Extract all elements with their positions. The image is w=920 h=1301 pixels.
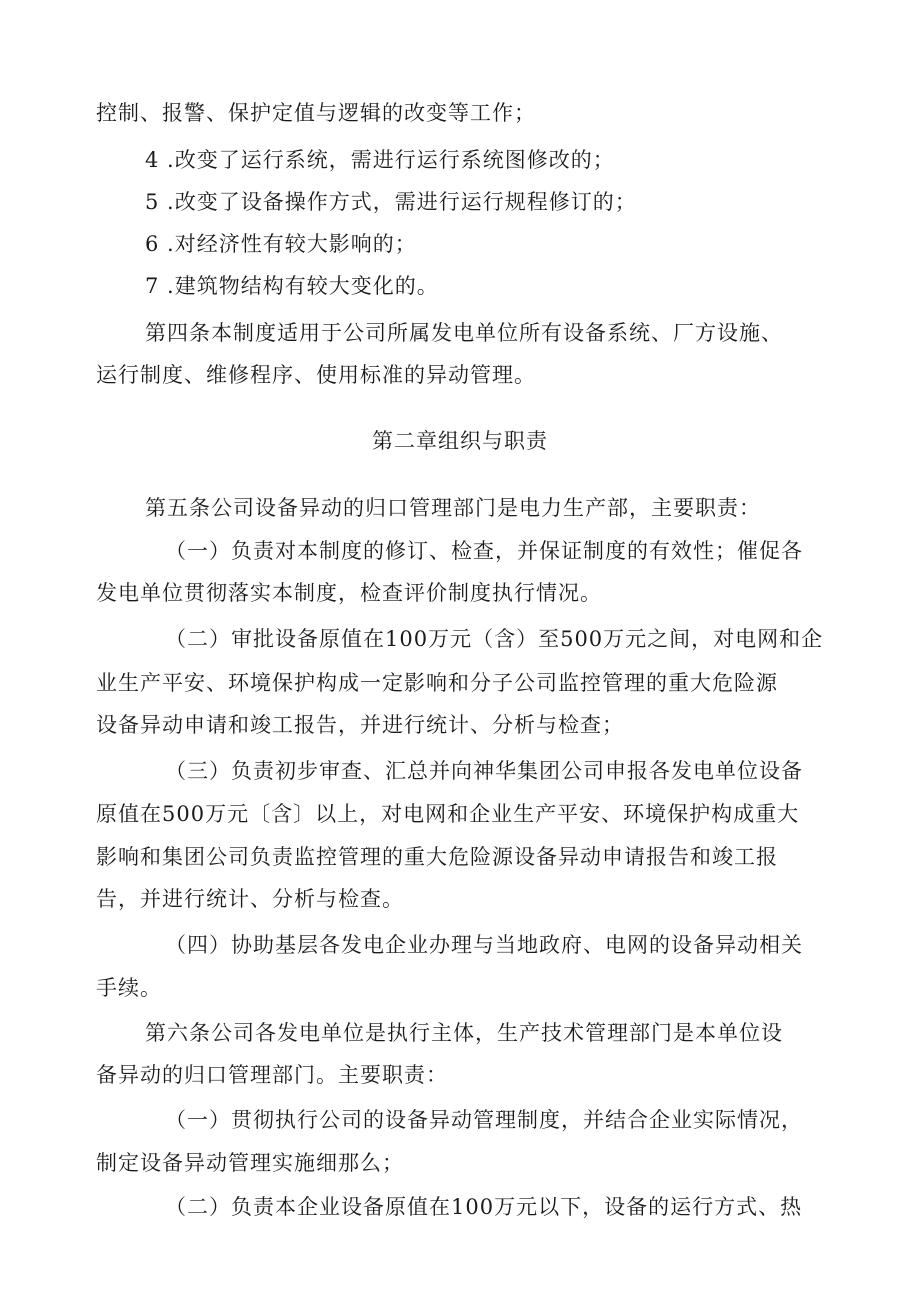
article-6-line-1: 第六条公司各发电单位是执行主体，生产技术管理部门是本单位设 bbox=[145, 1021, 783, 1045]
list-item: 5 .改变了设备操作方式，需进行运行规程修订的； bbox=[145, 190, 637, 214]
duty-4-line-1: （四）协助基层各发电企业办理与当地政府、电网的设备异动相关 bbox=[165, 933, 803, 957]
list-item: 7 .建筑物结构有较大变化的。 bbox=[145, 274, 439, 298]
article-5-line-1: 第五条公司设备异动的归口管理部门是电力生产部，主要职责： bbox=[145, 496, 761, 520]
chapter-heading: 第二章组织与职责 bbox=[372, 429, 548, 453]
duty-3-line-4: 告，并进行统计、分析与检查。 bbox=[96, 887, 404, 911]
duty-2-line-3: 设备异动申请和竣工报告，并进行统计、分析与检查； bbox=[96, 713, 624, 737]
duty-1-line-2: 发电单位贯彻落实本制度，检查评价制度执行情况。 bbox=[96, 581, 602, 605]
duty-2-line-2: 业生产平安、环境保护构成一定影响和分子公司监控管理的重大危险源 bbox=[96, 671, 778, 695]
duty-3-line-1: （三）负责初步审查、汇总并向神华集团公司申报各发电单位设备 bbox=[165, 759, 803, 783]
list-item: 4 .改变了运行系统，需进行运行系统图修改的； bbox=[145, 148, 615, 172]
duty-1-line-1: （一）负责对本制度的修订、检查，并保证制度的有效性；催促各 bbox=[165, 539, 803, 563]
article-4-line-2: 运行制度、维修程序、使用标准的异动管理。 bbox=[96, 363, 536, 387]
article-6-line-2: 备异动的归口管理部门。主要职责： bbox=[96, 1063, 448, 1087]
duty-2-line-1: （二）审批设备原值在100万元（含）至500万元之间，对电网和企 bbox=[165, 627, 824, 651]
list-item: 6 .对经济性有较大影响的； bbox=[145, 232, 417, 256]
duty-3-line-3: 影响和集团公司负责监控管理的重大危险源设备异动申请报告和竣工报 bbox=[96, 845, 778, 869]
duty-3-line-2: 原值在500万元〔含〕以上，对电网和企业生产平安、环境保护构成重大 bbox=[96, 802, 800, 826]
duty-4-line-2: 手续。 bbox=[96, 976, 162, 1000]
paragraph-line: 控制、报警、保护定值与逻辑的改变等工作； bbox=[96, 101, 536, 125]
duty-6-2-line-1: （二）负责本企业设备原值在100万元以下，设备的运行方式、热 bbox=[165, 1195, 803, 1219]
duty-6-1-line-2: 制定设备异动管理实施细那么； bbox=[96, 1151, 404, 1175]
article-4-line-1: 第四条本制度适用于公司所属发电单位所有设备系统、厂方设施、 bbox=[145, 321, 783, 345]
duty-6-1-line-1: （一）贯彻执行公司的设备异动管理制度，并结合企业实际情况， bbox=[165, 1108, 803, 1132]
